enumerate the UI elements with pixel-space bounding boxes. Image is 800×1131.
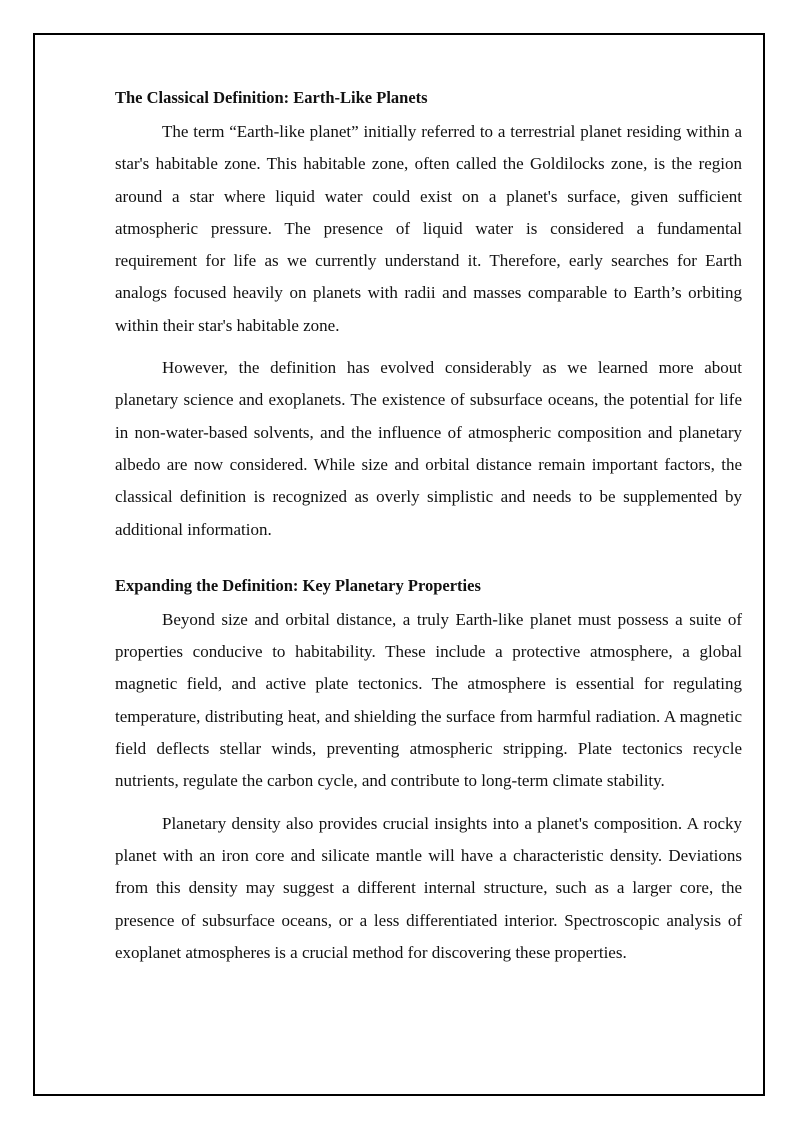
- paragraph-planetary-properties: Beyond size and orbital distance, a truly Earth-like planet must possess a suite of properties conducive to habitability. These include a protective atmosphere, a global magnetic field, and active plate tectonics. The atmosphere is essential for regulating temperature, distributing heat, and shielding the surface from harmful radiation. A magnetic field deflects stellar winds, preventing atmospheric stripping. Plate tectonics recycle nutrients, regulate the carbon cycle, and contribute to long-term climate stability.: [115, 609, 742, 791]
- paragraph-habitable-zone: The term “Earth-like planet” initially referred to a terrestrial planet residing within a star's habitable zone. This habitable zone, often called the Goldilocks zone, is the region around a star where liquid water could exist on a planet's surface, given sufficient atmospheric pressure. The presence of liquid water is considered a fundamental requirement for life as we currently understand it. Therefore, early searches for Earth analogs focused heavily on planets with radii and masses comparable to Earth’s orbiting within their star's habitable zone.: [115, 122, 742, 335]
- section-heading-classical-definition: The Classical Definition: Earth-Like Planets: [115, 88, 428, 107]
- document-body: [115, 86, 742, 969]
- section-heading-key-properties: Expanding the Definition: Key Planetary Properties: [115, 575, 481, 595]
- paragraph-definition-evolved: However, the definition has evolved considerably as we learned more about planetary science and exoplanets. The existence of subsurface oceans, the potential for life in non-water-based solvents, and the influence of atmospheric composition and planetary albedo are now considered. While size and orbital distance remain important factors, the classical definition is recognized as overly simplistic and needs to be supplemented by additional information.: [115, 358, 742, 539]
- paragraph-planetary-density: Planetary density also provides crucial insights into a planet's composition. A rocky planet with an iron core and silicate mantle will have a characteristic density. Deviations from this density may suggest a different internal structure, such as a larger core, the presence of subsurface oceans, or a less differentiated interior. Spectroscopic analysis of exoplanet atmospheres is a crucial method for discovering these properties.: [115, 813, 742, 962]
